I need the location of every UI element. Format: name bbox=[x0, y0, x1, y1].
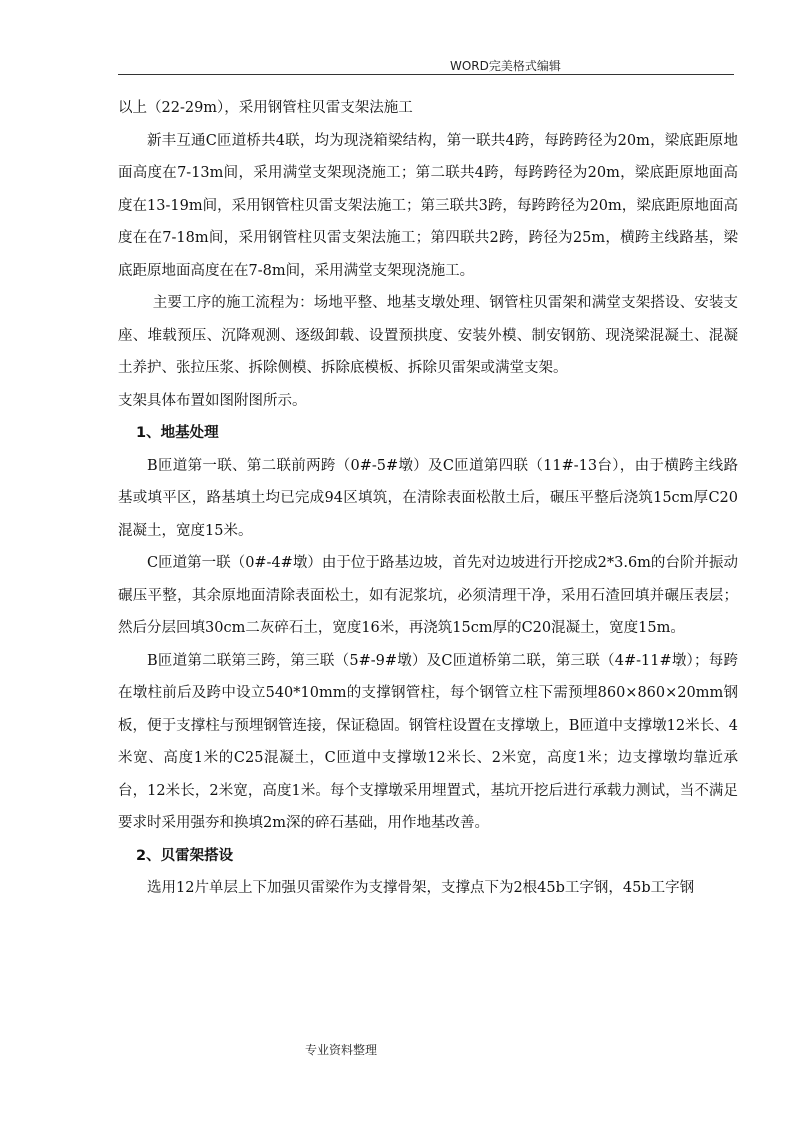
paragraph-layout-note: 支架具体布置如图附图所示。 bbox=[118, 392, 307, 409]
paragraph-foundation-b-ramp: B匝道第一联、第二联前两跨（0#-5#墩）及C匝道第四联（11#-13台），由于横跨主线路基或填平区，路基填土均已完成94区填筑，在清除表面松散土后，碾压平整后浇筑15cm厚C20混凝土，宽度15米。 bbox=[118, 457, 738, 539]
section-heading-bailey-frame: 2、贝雷架搭设 bbox=[136, 847, 234, 864]
paragraph-steel-pipe-columns: B匝道第二联第三跨，第三联（5#-9#墩）及C匝道桥第二联，第三联（4#-11#墩）；每跨在墩柱前后及跨中设立540*10mm的支撑钢管柱，每个钢管立柱下需预埋860×860×20mm钢板，便于支撑柱与预埋钢管连接，保证稳固。钢管柱设置在支撑墩上，B匝道中支撑墩12米长、4米宽、高度1米的C25混凝土，C匝道中支撑墩12米长、2米宽，高度1米；边支撑墩均靠近承台，12米长，2米宽，高度1米。每个支撑墩采用埋置式，基坑开挖后进行承载力测试，当不满足要求时采用强夯和换填2m深的碎石基础，用作地基改善。 bbox=[118, 652, 738, 831]
paragraph-c-ramp-overview: 新丰互通C匝道桥共4联，均为现浇箱梁结构，第一联共4跨，每跨跨径为20m，梁底距原地面高度在7-13m间，采用满堂支架现浇施工；第二联共4跨，每跨跨径为20m，梁底距原地面高度在13-19m间，采用钢管柱贝雷支架法施工；第三联共3跨，每跨跨径为20m，梁底距原地面高度在在7-18m间，采用钢管柱贝雷支架法施工；第四联共2跨，跨径为25m，横跨主线路基，梁底距原地面高度在在7-8m间，采用满堂支架现浇施工。 bbox=[118, 132, 738, 279]
page-footer: 专业资料整理 bbox=[305, 1043, 378, 1057]
page-header: WORD完美格式编辑 bbox=[450, 59, 561, 73]
paragraph-bailey-beams: 选用12片单层上下加强贝雷梁作为支撑骨架，支撑点下为2根45b工字钢，45b工字钢 bbox=[147, 880, 695, 896]
header-divider bbox=[118, 74, 734, 75]
paragraph-continuation: 以上（22-29m），采用钢管柱贝雷支架法施工 bbox=[118, 100, 413, 116]
paragraph-construction-flow: 主要工序的施工流程为：场地平整、地基支墩处理、钢管柱贝雷架和满堂支架搭设、安装支座、堆载预压、沉降观测、逐级卸载、设置预拱度、安装外模、制安钢筋、现浇梁混凝土、混凝土养护、张拉压浆、拆除侧模、拆除底模板、拆除贝雷架或满堂支架。 bbox=[118, 295, 738, 376]
section-heading-foundation: 1、地基处理 bbox=[136, 425, 219, 441]
document-body bbox=[118, 92, 738, 905]
paragraph-foundation-c-ramp: C匝道第一联（0#-4#墩）由于位于路基边坡，首先对边坡进行开挖成2*3.6m的台阶并振动碾压平整，其余原地面清除表面松土，如有泥浆坑，必须清理干净，采用石渣回填并碾压表层；然后分层回填30cm二灰碎石土，宽度16米，再浇筑15cm厚的C20混凝土，宽度15m。 bbox=[118, 555, 738, 636]
